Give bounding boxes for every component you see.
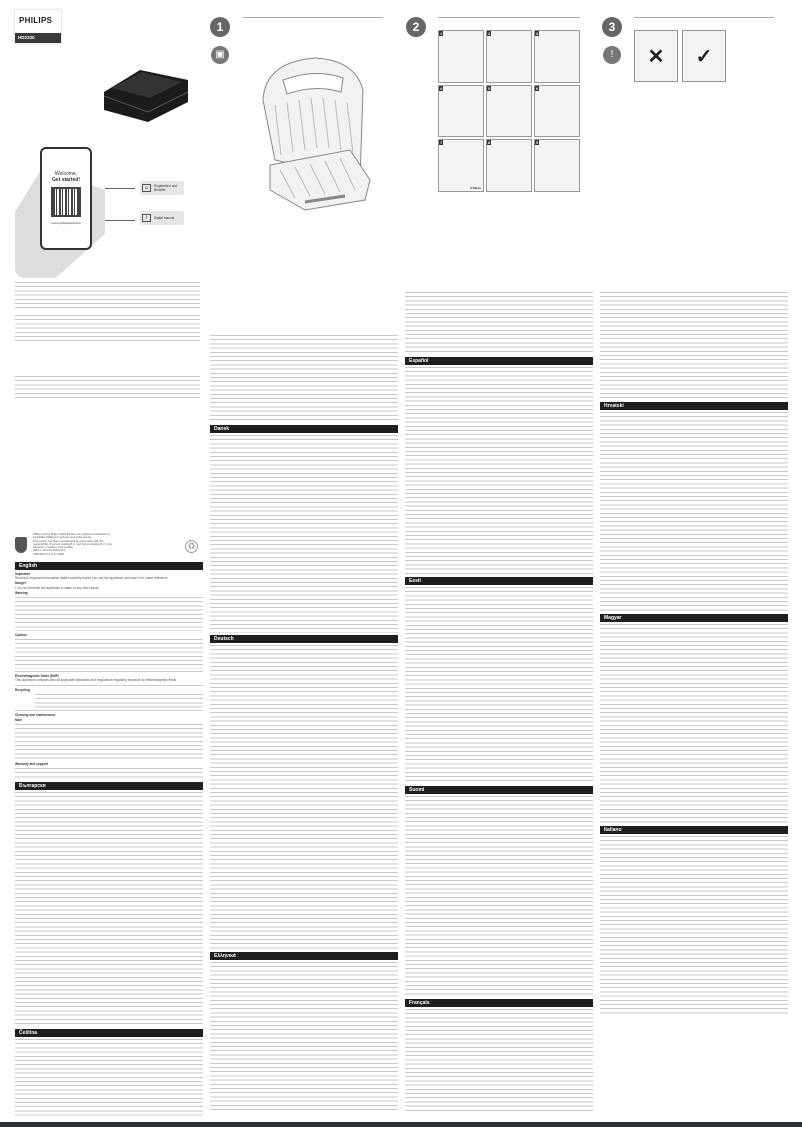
divider (438, 17, 580, 18)
time-label: 2 Nkum (470, 186, 481, 190)
divider (243, 17, 383, 18)
philips-shield-icon (15, 537, 27, 553)
usage-panel: 6 (534, 85, 580, 138)
section-header-hungarian: Magyar (600, 614, 788, 622)
usage-panel: 8 (486, 139, 532, 192)
column-3-text (405, 290, 593, 1116)
column-4-text (600, 290, 788, 1018)
section-header-danish: Dansk (210, 425, 398, 433)
step-3-badge: 3 (602, 17, 622, 37)
column-1-text: English Important Read this important information leaflet carefully before you use the appliance and save it for future reference. Danger 1 Do not immerse the appliance in water or any other liquid. Warning Caution Electromagnetic fields (EMF) This appliance complies with all applicable standards and regulations regarding exposure to electromagnetic fields. Recycling Cleaning and maintenance Note Warranty and support Български Čeština (15, 560, 203, 1121)
open-sandwich-maker-illustration (255, 50, 373, 212)
section-header-spanish: Español (405, 357, 593, 365)
section-header-german: Deutsch (210, 635, 398, 643)
philips-brand-box (15, 10, 61, 43)
digital-manual-button[interactable]: i Digital manual (140, 211, 184, 225)
qr-code[interactable] (51, 187, 81, 217)
people-icon: ☺ (143, 185, 150, 191)
usage-panel: 9 (534, 139, 580, 192)
usage-panel: 2 (486, 30, 532, 83)
digital-manual-translations (15, 376, 200, 398)
usage-panel: 4 (438, 85, 484, 138)
section-header-italian: Italiano (600, 826, 788, 834)
section-header-czech: Čeština (15, 1029, 203, 1037)
correct-cleaning-panel: ✓ (682, 30, 726, 82)
step-1-badge: 1 (210, 17, 230, 37)
usage-panel: 5 (486, 85, 532, 138)
sandwich-maker-image (100, 62, 192, 124)
section-header-english: English (15, 562, 203, 570)
usage-panel: 3 (534, 30, 580, 83)
section-header-croatian: Hrvatski (600, 402, 788, 410)
usage-steps-grid (438, 30, 580, 192)
welcome-translations (15, 282, 200, 308)
section-header-french: Français (405, 999, 593, 1007)
divider (634, 17, 774, 18)
manual-icon: i (142, 214, 151, 222)
usage-panel: 7 2 Nkum (438, 139, 484, 192)
section-header-bulgarian: Български (15, 782, 203, 790)
page-bottom-bar (0, 1122, 802, 1127)
wrong-cleaning-panel: ✕ (634, 30, 678, 82)
section-header-greek: Ελληνικά (210, 952, 398, 960)
usage-panel: 1 (438, 30, 484, 83)
phone-url[interactable]: home.philips/welcome (51, 221, 81, 225)
step-2-badge: 2 (406, 17, 426, 37)
phone-greeting: Welcome, (54, 171, 78, 177)
unbox-icon: ▣ (211, 46, 229, 64)
registration-button[interactable]: ☺ Registration and Benefits (140, 181, 184, 195)
phone-illustration (40, 147, 92, 250)
philips-logo: PHILIPS (19, 16, 53, 25)
recycle-icon: ♻ (185, 540, 198, 553)
model-number: HD2330 (15, 33, 61, 43)
section-header-estonian: Eesti (405, 577, 593, 585)
registration-translations (15, 315, 200, 341)
legal-text: Philips and the Philips Shield Emblem are registered trademarks of Koninklijke Philips N.V. and are used under license. This product has been manufactured by and is sold under the responsibility of Versuni Holding B.V., and Versuni Holding B.V. is the warrantor in relation to this product. 2023 © Versuni Holding B.V. 3000.080.0.0.1 (1.11.2023) (33, 533, 113, 556)
warning-icon: ! (603, 46, 621, 64)
phone-cta: Get started! (51, 177, 81, 183)
connector-bracket (105, 188, 135, 221)
column-2-text (210, 333, 398, 1114)
section-header-finnish: Suomi (405, 786, 593, 794)
